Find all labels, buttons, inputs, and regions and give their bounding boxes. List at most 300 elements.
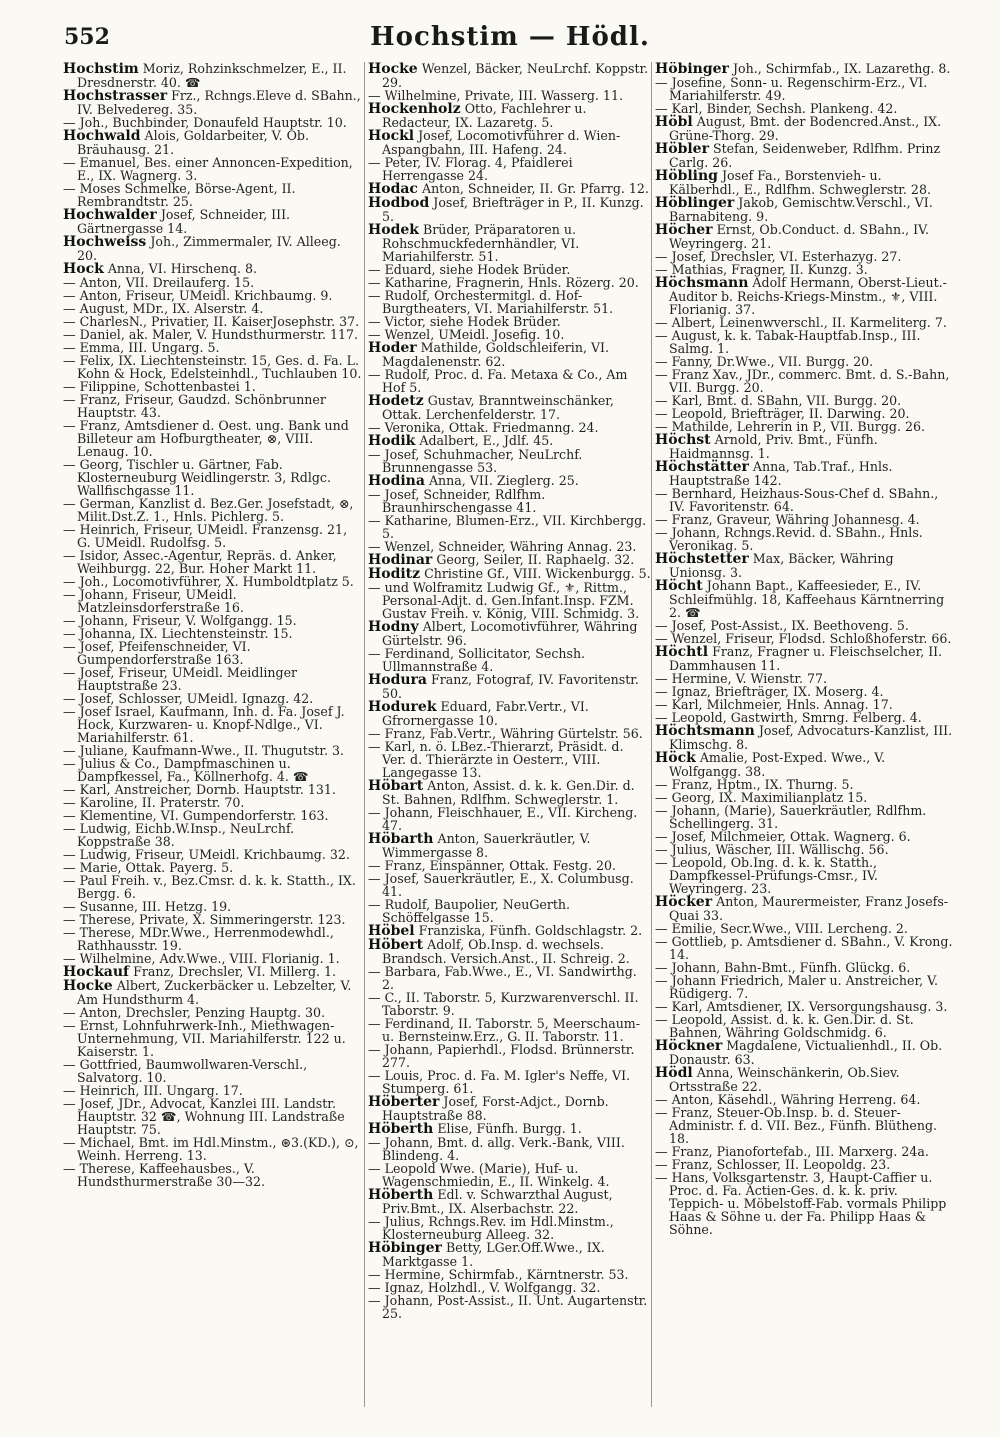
entry-details: — Georg, Tischler u. Gärtner, Fab. Klosterneuburg Weidlingerstr. 3, Rdlgc. Wallfischgasse 11. (63, 457, 331, 498)
entry-details: — Karl, Binder, Sechsh. Plankeng. 42. (655, 101, 898, 116)
directory-entry (368, 196, 651, 223)
entry-details: — CharlesN., Privatier, II. KaiserJosephstr. 37. (63, 314, 360, 329)
directory-entry (655, 1171, 953, 1236)
entry-details: — Josef Israel, Kaufmann, Inh. d. Fa. Josef J. Hock, Kurzwaren- u. Knopf-Ndlge., VI. Mariahilferstr. 61. (63, 704, 345, 745)
entry-details: Albert, Locomotivführer, Währing Gürtelstr. 96. (382, 619, 638, 648)
entry-details: Johann Bapt., Kaffeesieder, E., IV. Schleifmühlg. 18, Kaffeehaus Kärntnerring 2. ☎ (669, 578, 945, 620)
directory-entry (368, 1095, 651, 1122)
entry-details: — Ernst, Lohnfuhrwerk-Inh., Miethwagen-Unternehmung, VII. Mariahilferstr. 122 u. Kaiserstr. 1. (63, 1018, 346, 1059)
entry-details: — Klementine, VI. Gumpendorferstr. 163. (63, 808, 329, 823)
entry-details: Adalbert, E., Jdlf. 45. (419, 433, 554, 448)
entry-details: Georg, Seiler, II. Raphaelg. 32. (436, 552, 635, 567)
entry-details: — Johann, Bmt. d. allg. Verk.-Bank, VIII. Blindeng. 4. (368, 1135, 625, 1163)
entry-details: Adolf, Ob.Insp. d. wechsels. Brandsch. Versich.Anst., II. Schreig. 2. (382, 937, 630, 966)
entry-details: — Ludwig, Friseur, UMeidl. Krichbaumg. 32. (63, 847, 350, 862)
entry-details: — Rudolf, Orchestermitgl. d. Hof-Burgtheaters, VI. Mariahilferstr. 51. (368, 288, 614, 316)
directory-entry (368, 700, 651, 727)
entry-details: — Josef, Schlosser, UMeidl. Ignazg. 42. (63, 691, 314, 706)
directory-entry (655, 433, 953, 460)
directory-entry (655, 804, 953, 830)
entry-details: — Johann, Friseur, V. Wolfgangg. 15. (63, 613, 297, 628)
entry-details: — Josef, Friseur, UMeidl. Meidlinger Hauptstraße 23. (63, 665, 298, 693)
directory-entry (63, 1058, 363, 1084)
entry-surname: Höchstetter (655, 551, 749, 567)
entry-details: — Julius & Co., Dampfmaschinen u. Dampfkessel, Fa., Köllnerhofg. 4. ☎ (63, 756, 309, 784)
entry-details: — Anton, Käsehdl., Währing Herreng. 64. (655, 1092, 921, 1107)
entry-surname: Hodetz (368, 393, 424, 409)
entry-details: Stefan, Seidenweber, Rdlfhm. Prinz Carlg. 26. (669, 141, 941, 170)
directory-entry (655, 169, 953, 196)
entry-details: — Franz Xav., JDr., commerc. Bmt. d. S.-Bahn, VII. Burgg. 20. (655, 367, 950, 395)
entry-details: — Eduard, siehe Hodek Brüder. (368, 262, 571, 277)
entry-surname: Höck (655, 750, 696, 766)
directory-entry (368, 1122, 651, 1136)
directory-entry (63, 822, 363, 848)
directory-entry (63, 62, 363, 89)
entry-details: — Ludwig, Eichb.W.Insp., NeuLrchf. Koppstraße 38. (63, 821, 295, 849)
directory-entry (655, 552, 953, 579)
entry-surname: Höchst (655, 432, 711, 448)
entry-details: — Josef, Pfeifenschneider, VI. Gumpendorferstraße 163. (63, 639, 251, 667)
directory-entry (368, 514, 651, 540)
directory-entry (655, 276, 953, 316)
entry-surname: Höbert (368, 937, 424, 953)
directory-entry (368, 434, 651, 448)
entry-details: — Therese, Private, X. Simmeringerstr. 123. (63, 912, 346, 927)
entry-details: — Julius, Rchngs.Rev. im Hdl.Minstm., Klosterneuburg Alleeg. 32. (368, 1214, 614, 1242)
directory-entry (63, 640, 363, 666)
entry-details: Anton, Assist. d. k. k. Gen.Dir. d. St. Bahnen, Rdlfhm. Schweglerstr. 1. (382, 778, 635, 807)
column-middle (368, 62, 651, 1407)
entry-details: Josef Fa., Borstenvieh- u. Kälberhdl., E., Rdlfhm. Schweglerstr. 28. (669, 168, 931, 197)
entry-details: — Wenzel, Friseur, Flodsd. Schloßhoferstr. 66. (655, 631, 952, 646)
directory-entry (368, 553, 651, 567)
entry-details: — Ferdinand, Sollicitator, Sechsh. Ullmannstraße 4. (368, 646, 586, 674)
entry-details: — Hermine, V. Wienstr. 77. (655, 671, 827, 686)
entry-details: — Karl, Milchmeier, Hnls. Annag. 17. (655, 697, 893, 712)
directory-entry (655, 1039, 953, 1066)
entry-surname: Hodek (368, 222, 419, 238)
column-rule (651, 62, 652, 1407)
directory-entry (63, 458, 363, 497)
entry-details: Anna, VII. Zieglerg. 25. (428, 473, 579, 488)
directory-entry (368, 156, 651, 182)
directory-entry (368, 1017, 651, 1043)
entry-surname: Hödl (655, 1065, 693, 1081)
entry-surname: Höbinger (655, 62, 729, 77)
directory-entry (368, 779, 651, 806)
directory-entry (63, 393, 363, 419)
entry-details: — Daniel, ak. Maler, V. Hundsthurmerstr. 117. (63, 327, 359, 342)
directory-entry (63, 979, 363, 1006)
directory-entry (368, 1162, 651, 1188)
entry-details: — Johann, (Marie), Sauerkräutler, Rdlfhm. Schellingerg. 31. (655, 803, 927, 831)
entry-details: — Josef, Schneider, Rdlfhm. Braunhirschengasse 41. (368, 487, 546, 515)
entry-details: — Katharine, Fragnerin, Hnls. Rözerg. 20. (368, 275, 639, 290)
directory-entry (368, 62, 651, 89)
entry-details: Ernst, Ob.Conduct. d. SBahn., IV. Weyringerg. 21. (669, 222, 930, 251)
entry-surname: Hochstim (63, 62, 139, 77)
entry-details: — August, MDr., IX. Alserstr. 4. (63, 301, 264, 316)
entry-details: Moriz, Rohzinkschmelzer, E., II. Dresdnerstr. 40. ☎ (77, 62, 347, 90)
directory-entry (655, 223, 953, 250)
directory-entry (655, 856, 953, 895)
directory-entry (63, 874, 363, 900)
entry-details: — Marie, Ottak. Payerg. 5. (63, 860, 234, 875)
entry-details: Adolf Hermann, Oberst-Lieut.-Auditor b. Reichs-Kriegs-Minstm., ⚜, VIII. Florianig. 37. (669, 275, 947, 317)
directory-entry (368, 1069, 651, 1095)
entry-details: — Johann, Friseur, UMeidl. Matzleinsdorferstraße 16. (63, 587, 244, 615)
entry-details: — Karl, Anstreicher, Dornb. Hauptstr. 131. (63, 782, 336, 797)
directory-entry (655, 142, 953, 169)
entry-details: — Johann, Bahn-Bmt., Fünfh. Glückg. 6. (655, 960, 911, 975)
directory-entry (368, 448, 651, 474)
entry-surname: Hodinar (368, 552, 433, 568)
entry-details: Joh., Schirmfab., IX. Lazarethg. 8. (732, 62, 951, 76)
entry-details: — Josef, Drechsler, VI. Esterhazyg. 27. (655, 249, 902, 264)
directory-entry (63, 419, 363, 458)
entry-details: — Johann Friedrich, Maler u. Anstreicher, V. Rüdigerg. 7. (655, 973, 939, 1001)
entry-details: — Ignaz, Briefträger, IX. Moserg. 4. (655, 684, 884, 699)
entry-details: — Franz, Graveur, Währing Johannesg. 4. (655, 512, 920, 527)
entry-details: Elise, Fünfh. Burgg. 1. (437, 1121, 582, 1136)
entry-details: — Victor, siehe Hodek Brüder. (368, 314, 561, 329)
entry-details: Josef, Briefträger in P., II. Kunzg. 5. (382, 195, 644, 224)
directory-entry (368, 474, 651, 488)
entry-details: — Josefine, Sonn- u. Regenschirm-Erz., VI. Mariahilferstr. 49. (655, 75, 928, 103)
entry-details: Brüder, Präparatoren u. Rohschmuckfedernhändler, VI. Mariahilferstr. 51. (382, 222, 580, 264)
directory-entry (63, 89, 363, 116)
directory-entry (655, 329, 953, 355)
entry-details: — Ferdinand, II. Taborstr. 5, Meerschaum- u. Bernsteinw.Erz., G. II. Taborstr. 11. (368, 1016, 641, 1044)
entry-details: — Isidor, Assec.-Agentur, Repräs. d. Anker, Weihburgg. 22, Bur. Hoher Markt 11. (63, 548, 337, 576)
entry-details: — Franz, Friseur, Gaudzd. Schönbrunner Hauptstr. 43. (63, 392, 326, 420)
directory-entry (63, 208, 363, 235)
entry-surname: Höblinger (655, 195, 735, 211)
directory-entry (63, 965, 363, 979)
entry-details: — Louis, Proc. d. Fa. M. Igler's Neffe, VI. Stumperg. 61. (368, 1068, 631, 1096)
directory-entry (63, 523, 363, 549)
entry-details: — Heinrich, III. Ungarg. 17. (63, 1083, 243, 1098)
entry-details: — Franz, Amtsdiener d. Oest. ung. Bank und Billeteur am Hofburgtheater, ⊗, VIII. Lenaug. 10. (63, 418, 349, 459)
entry-surname: Höbl (655, 114, 693, 130)
entry-details: Betty, LGer.Off.Wwe., IX. Marktgasse 1. (382, 1240, 605, 1269)
entry-details: — Gottlieb, p. Amtsdiener d. SBahn., V. Krong. 14. (655, 934, 953, 962)
entry-details: Frz., Rchngs.Eleve d. SBahn., IV. Belvedereg. 35. (77, 88, 361, 117)
directory-entry (368, 1043, 651, 1069)
entry-surname: Hodina (368, 473, 425, 489)
entry-surname: Höbler (655, 141, 709, 157)
directory-entry (655, 526, 953, 552)
entry-surname: Hockauf (63, 964, 130, 980)
entry-surname: Hockl (368, 128, 415, 144)
directory-entry (368, 102, 651, 129)
entry-surname: Hochwald (63, 128, 141, 144)
entry-details: — Felix, IX. Liechtensteinstr. 15, Ges. d. Fa. L. Kohn & Hock, Edelsteinhdl., Tuchlauben 10. (63, 353, 362, 381)
entry-details: — Emanuel, Bes. einer Annoncen-Expedition, E., IX. Wagnerg. 3. (63, 155, 353, 183)
entry-details: Mathilde, Goldschleiferin, VI. Magdalenenstr. 62. (382, 340, 610, 369)
entry-surname: Hoditz (368, 566, 421, 582)
entry-details: — Hermine, Schirmfab., Kärntnerstr. 53. (368, 1267, 629, 1282)
entry-details: — Katharine, Blumen-Erz., VII. Kirchbergg. 5. (368, 513, 647, 541)
entry-details: — Julius, Wäscher, III. Wällischg. 56. (655, 842, 889, 857)
entry-details: Christine Gf., VIII. Wickenburgg. 5. (424, 566, 651, 581)
directory-entry (63, 1019, 363, 1058)
entry-surname: Hodik (368, 433, 416, 449)
entry-details: — Rudolf, Baupolier, NeuGerth. Schöffelgasse 15. (368, 897, 571, 925)
directory-entry (63, 1136, 363, 1162)
directory-entry (368, 129, 651, 156)
entry-surname: Höcht (655, 578, 703, 594)
page-number: 552 (64, 24, 110, 50)
directory-entry (655, 76, 953, 102)
entry-details: Gustav, Branntweinschänker, Ottak. Lerchenfelderstr. 17. (382, 393, 614, 422)
entry-surname: Höchtl (655, 644, 709, 660)
entry-details: — Josef, JDr., Advocat, Kanzlei III. Landstr. Hauptstr. 32 ☎, Wohnung III. Landstraße Hauptstr. 75. (63, 1096, 345, 1137)
directory-entry (368, 806, 651, 832)
entry-details: — und Wolframitz Ludwig Gf., ⚜, Rittm., Personal-Adjt. d. Gen.Infant.Insp. FZM. Gustav Freih. v. König, VIII. Schmidg. 3. (368, 580, 640, 621)
entry-surname: Höcker (655, 894, 713, 910)
directory-entry (655, 645, 953, 672)
entry-details: — Anton, VII. Dreilauferg. 15. (63, 275, 255, 290)
entry-details: — Wilhelmine, Private, III. Wasserg. 11. (368, 88, 623, 103)
directory-entry (655, 1013, 953, 1039)
entry-details: Wenzel, Bäcker, NeuLrchf. Koppstr. 29. (382, 62, 649, 90)
entry-surname: Hodbod (368, 195, 430, 211)
entry-details: Joh., Zimmermaler, IV. Alleeg. 20. (77, 234, 341, 263)
entry-surname: Höbinger (368, 1240, 442, 1256)
directory-entry (368, 567, 651, 581)
directory-entry (63, 129, 363, 156)
directory-entry (368, 832, 651, 859)
directory-entry (655, 974, 953, 1000)
directory-entry (63, 182, 363, 208)
column-left (63, 62, 363, 1407)
entry-details: — Gottfried, Baumwollwaren-Verschl., Salvatorg. 10. (63, 1057, 308, 1085)
entry-details: — Franz, Pianofortefab., III. Marxerg. 24a. (655, 1144, 929, 1159)
directory-entry (655, 1106, 953, 1145)
entry-details: Magdalene, Victualienhdl., II. Ob. Donaustr. 63. (669, 1038, 943, 1067)
directory-entry (655, 935, 953, 961)
directory-entry (655, 487, 953, 513)
entry-details: — Johann, Papierhdl., Flodsd. Brünnerstr. 277. (368, 1042, 635, 1070)
directory-entry (63, 666, 363, 692)
entry-details: Max, Bäcker, Währing Unionsg. 3. (669, 551, 894, 580)
directory-entry (655, 368, 953, 394)
entry-details: Anna, Tab.Traf., Hnls. Hauptstraße 142. (669, 459, 893, 488)
entry-surname: Hodac (368, 181, 418, 197)
entry-details: — Johann, Fleischhauer, E., VII. Kircheng. 47. (368, 805, 638, 833)
entry-surname: Höchsmann (655, 275, 749, 291)
entry-surname: Höbel (368, 923, 415, 939)
entry-surname: Höberth (368, 1187, 434, 1203)
entry-details: — Leopold Wwe. (Marie), Huf- u. Wagenschmiedin, E., II. Winkelg. 4. (368, 1161, 610, 1189)
directory-entry (63, 588, 363, 614)
entry-details: — Wenzel, Schneider, Währing Annag. 23. (368, 539, 637, 554)
entry-details: — Hans, Volksgartenstr. 3, Haupt-Caffier u. Proc. d. Fa. Actien-Ges. d. k. k. priv. Teppich- u. Möbelstoff-Fab. vormals Philipp Haas & Söhne u. der Fa. Philipp Haas & Söhne. (655, 1170, 947, 1237)
entry-surname: Hockenholz (368, 101, 461, 117)
entry-details: — Barbara, Fab.Wwe., E., VI. Sandwirthg. 2. (368, 964, 637, 992)
entry-details: — Anton, Drechsler, Penzing Hauptg. 30. (63, 1005, 326, 1020)
entry-details: — Josef, Schuhmacher, NeuLrchf. Brunnengasse 53. (368, 447, 583, 475)
entry-details: Anton, Schneider, II. Gr. Pfarrg. 12. (421, 181, 649, 196)
entry-details: — Therese, Kaffeehausbes., V. Hundsthurmerstraße 30—32. (63, 1161, 266, 1189)
entry-details: — Karl, Amtsdiener, IX. Versorgungshausg. 3. (655, 999, 948, 1014)
directory-entry (63, 1097, 363, 1136)
directory-entry (368, 581, 651, 620)
entry-details: Albert, Zuckerbäcker u. Lebzelter, V. Am Hundsthurm 4. (77, 978, 352, 1007)
directory-entry (63, 156, 363, 182)
entry-details: — Veronika, Ottak. Friedmanng. 24. (368, 420, 599, 435)
directory-entry (368, 368, 651, 394)
entry-surname: Hocke (368, 62, 418, 77)
entry-details: — Johann, Rchngs.Revid. d. SBahn., Hnls. Veronikag. 5. (655, 525, 923, 553)
entry-details: — Bernhard, Heizhaus-Sous-Chef d. SBahn., IV. Favoritenstr. 64. (655, 486, 939, 514)
entry-details: — Leopold, Assist. d. k. k. Gen.Dir. d. St. Bahnen, Währing Goldschmidg. 6. (655, 1012, 914, 1040)
directory-entry (368, 341, 651, 368)
entry-surname: Höberth (368, 1121, 434, 1137)
entry-details: Anton, Maurermeister, Franz Josefs-Quai 33. (669, 894, 949, 923)
entry-surname: Hocke (63, 978, 113, 994)
directory-entry (63, 757, 363, 783)
entry-details: — Ignaz, Holzhdl., V. Wolfgangg. 32. (368, 1280, 601, 1295)
entry-details: Josef, Advocaturs-Kanzlist, III. Klimschg. 8. (669, 723, 953, 752)
entry-details: — Josef, Milchmeier, Ottak. Wagnerg. 6. (655, 829, 911, 844)
entry-surname: Hodny (368, 619, 419, 635)
entry-details: — Juliane, Kaufmann-Wwe., II. Thugutstr. 3. (63, 743, 344, 758)
entry-details: Franz, Fotograf, IV. Favoritenstr. 50. (382, 672, 639, 701)
directory-entry (368, 488, 651, 514)
entry-details: — Fanny, Dr.Wwe., VII. Burgg. 20. (655, 354, 874, 369)
entry-details: — Joh., Locomotivführer, X. Humboldtplatz 5. (63, 574, 354, 589)
page-header (60, 20, 960, 60)
entry-details: — German, Kanzlist d. Bez.Ger. Josefstadt, ⊗, Milit.Dst.Z. 1., Hnls. Pichlerg. 5. (63, 496, 354, 524)
directory-entry (63, 235, 363, 262)
directory-entry (655, 115, 953, 142)
entry-details: — Heinrich, Friseur, UMeidl. Franzensg. 21, G. UMeidl. Rudolfsg. 5. (63, 522, 348, 550)
entry-details: Otto, Fachlehrer u. Redacteur, IX. Lazaretg. 5. (382, 101, 587, 130)
entry-surname: Hochstrasser (63, 88, 168, 104)
directory-entry (368, 182, 651, 196)
entry-details: — Anton, Friseur, UMeidl. Krichbaumg. 9. (63, 288, 333, 303)
directory-entry (368, 965, 651, 991)
entry-details: — Franz, Schlosser, II. Leopoldg. 23. (655, 1157, 891, 1172)
directory-entry (368, 223, 651, 263)
entry-details: — Karl, Bmt. d. SBahn, VII. Burgg. 20. (655, 393, 902, 408)
entry-details: Anna, VI. Hirschenq. 8. (107, 261, 258, 276)
entry-details: — Wenzel, UMeidl. Josefig. 10. (368, 327, 565, 342)
entry-details: — Leopold, Briefträger, II. Darwing. 20. (655, 406, 910, 421)
directory-entry (63, 354, 363, 380)
directory-entry (368, 1241, 651, 1268)
entry-details: — Karl, n. ö. LBez.-Thierarzt, Präsidt. d. Ver. d. Thierärzte in Oesterr., VIII. Langegasse 13. (368, 739, 624, 780)
entry-details: — Josef, Post-Assist., IX. Beethoveng. 5. (655, 618, 909, 633)
entry-details: — Franz, Fab.Vertr., Währing Gürtelstr. 56. (368, 726, 643, 741)
entry-surname: Hodurek (368, 699, 437, 715)
directory-entry (368, 1294, 651, 1320)
entry-details: — Peter, IV. Florag. 4, Pfaidlerei Herrengasse 24. (368, 155, 573, 183)
directory-entry (655, 62, 953, 76)
directory-entry (655, 895, 953, 922)
entry-details: Josef, Forst-Adjct., Dornb. Hauptstraße 88. (382, 1094, 609, 1123)
directory-entry (368, 673, 651, 700)
directory-entry (655, 460, 953, 487)
entry-details: — Susanne, III. Hetzg. 19. (63, 899, 232, 914)
directory-entry (655, 724, 953, 751)
entry-details: — Franz, Einspänner, Ottak. Festg. 20. (368, 858, 617, 873)
directory-entry (368, 991, 651, 1017)
entry-details: Eduard, Fabr.Vertr., VI. Gfrornergasse 10. (382, 699, 589, 728)
entry-surname: Hochweiss (63, 234, 147, 250)
entry-details: — Emma, III. Ungarg. 5. (63, 340, 220, 355)
directory-entry (368, 1188, 651, 1215)
directory-entry (63, 497, 363, 523)
directory-entry (63, 262, 363, 276)
entry-details: Josef, Schneider, III. Gärtnergasse 14. (77, 207, 291, 236)
entry-details: Amalie, Post-Exped. Wwe., V. Wolfgangg. 38. (669, 750, 886, 779)
entry-surname: Höckner (655, 1038, 723, 1054)
directory-entry (655, 1066, 953, 1093)
entry-details: — Johann, Post-Assist., II. Unt. Augartenstr. 25. (368, 1293, 648, 1321)
entry-surname: Höchtsmann (655, 723, 755, 739)
directory-entry (368, 938, 651, 965)
entry-details: Anton, Sauerkräutler, V. Wimmergasse 8. (382, 831, 591, 860)
directory-entry (368, 647, 651, 673)
entry-details: — Filippine, Schottenbastei 1. (63, 379, 256, 394)
entry-details: — Leopold, Gastwirth, Smrng. Felberg. 4. (655, 710, 922, 725)
entry-details: Franz, Drechsler, VI. Millerg. 1. (133, 964, 337, 979)
directory-entry (368, 289, 651, 315)
entry-surname: Hochwalder (63, 207, 157, 223)
entry-surname: Höberter (368, 1094, 440, 1110)
entry-details: — Mathias, Fragner, II. Kunzg. 3. (655, 262, 868, 277)
entry-details: — August, k. k. Tabak-Hauptfab.Insp., III. Salmg. 1. (655, 328, 921, 356)
entry-details: — Moses Schmelke, Börse-Agent, II. Rembrandtstr. 25. (63, 181, 296, 209)
directory-entry (368, 740, 651, 779)
entry-details: Alois, Goldarbeiter, V. Ob. Bräuhausg. 21. (77, 128, 309, 157)
entry-details: — Paul Freih. v., Bez.Cmsr. d. k. k. Statth., IX. Bergg. 6. (63, 873, 356, 901)
entry-details: August, Bmt. der Bodencred.Anst., IX. Grüne-Thorg. 29. (669, 114, 942, 143)
entry-surname: Höbart (368, 778, 424, 794)
entry-details: Franziska, Fünfh. Goldschlagstr. 2. (418, 923, 643, 938)
entry-details: Josef, Locomotivführer d. Wien-Aspangbahn, III. Hafeng. 24. (382, 128, 621, 157)
entry-surname: Hoder (368, 340, 417, 356)
entry-details: — Joh., Buchbinder, Donaufeld Hauptstr. 10. (63, 115, 347, 130)
entry-details: Anna, Weinschänkerin, Ob.Siev. Ortsstraße 22. (669, 1065, 900, 1094)
entry-details: Arnold, Priv. Bmt., Fünfh. Haidmannsg. 1. (669, 432, 878, 461)
entry-surname: Hock (63, 261, 104, 277)
entry-details: — Wilhelmine, Adv.Wwe., VIII. Florianig. 1. (63, 951, 340, 966)
entry-surname: Höbarth (368, 831, 434, 847)
directory-entry (368, 620, 651, 647)
entry-details: — Leopold, Ob.Ing. d. k. k. Statth., Dampfkessel-Prüfungs-Cmsr., IV. Weyringerg. 23. (655, 855, 878, 896)
entry-details: — Mathilde, Lehrerin in P., VII. Burgg. 26. (655, 419, 925, 434)
directory-entry (368, 1215, 651, 1241)
entry-details: — Therese, MDr.Wwe., Herrenmodewhdl., Rathhausstr. 19. (63, 925, 334, 953)
running-head: Hochstim — Hödl. (370, 22, 650, 52)
entry-surname: Höchstätter (655, 459, 749, 475)
entry-surname: Höcher (655, 222, 713, 238)
column-rule (364, 62, 365, 1407)
entry-details: — Georg, IX. Maximilianplatz 15. (655, 790, 868, 805)
entry-details: — Franz, Hptm., IX. Thurng. 5. (655, 777, 854, 792)
entry-details: — Franz, Steuer-Ob.Insp. b. d. Steuer-Administr. f. d. VII. Bez., Fünfh. Blütheng. 18. (655, 1105, 938, 1146)
directory-entry (63, 705, 363, 744)
entry-details: — Rudolf, Proc. d. Fa. Metaxa & Co., Am Hof 5. (368, 367, 628, 395)
column-right (655, 62, 953, 1407)
entry-details: — Josef, Sauerkräutler, E., X. Columbusg. 41. (368, 871, 634, 899)
directory-entry (368, 872, 651, 898)
